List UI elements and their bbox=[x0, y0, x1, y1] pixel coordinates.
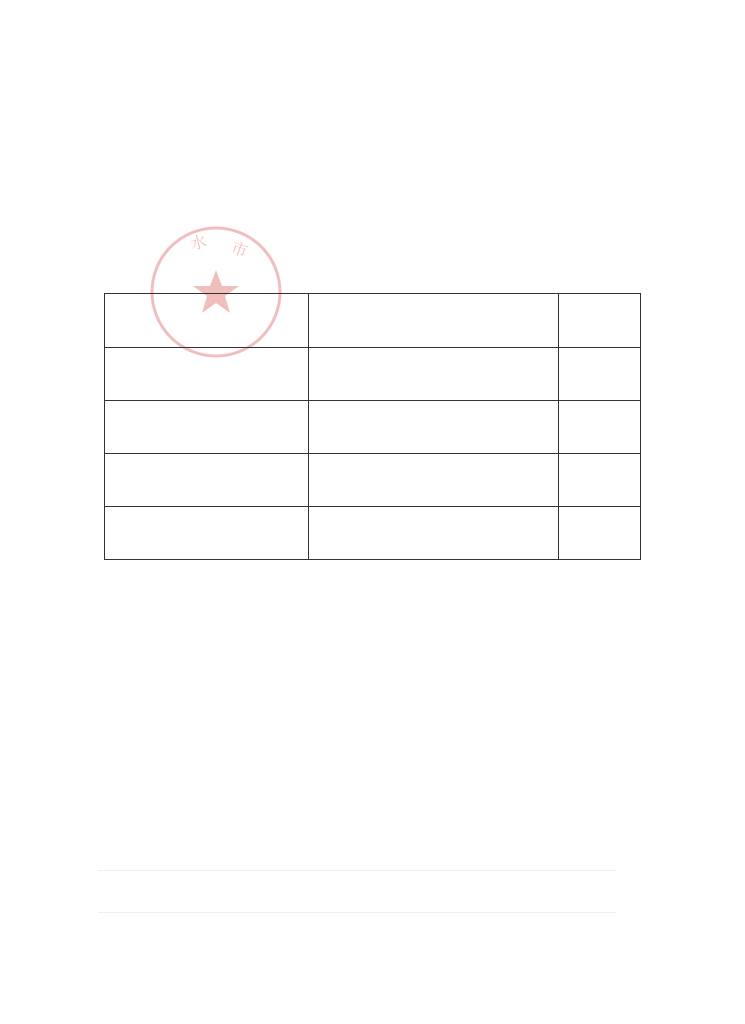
cell-contact-person bbox=[309, 401, 559, 454]
table-row bbox=[105, 507, 641, 560]
cell-remarks bbox=[559, 454, 641, 507]
cell-remarks bbox=[559, 348, 641, 401]
svg-text:水: 水 bbox=[188, 231, 209, 254]
cell-email bbox=[309, 507, 559, 560]
cell-remarks bbox=[559, 507, 641, 560]
contact-table bbox=[104, 293, 641, 560]
cell-empty bbox=[105, 507, 309, 560]
cell-department bbox=[309, 348, 559, 401]
header-remarks bbox=[559, 294, 641, 348]
table-header-row bbox=[105, 294, 641, 348]
header-leader bbox=[105, 294, 309, 348]
bleed-through-line bbox=[98, 870, 616, 871]
cell-telephone bbox=[309, 454, 559, 507]
table-row bbox=[105, 454, 641, 507]
header-department bbox=[309, 294, 559, 348]
cell-leader-name bbox=[105, 348, 309, 401]
bleed-through-line bbox=[98, 912, 616, 913]
table-row bbox=[105, 401, 641, 454]
cell-empty bbox=[105, 454, 309, 507]
cell-remarks bbox=[559, 401, 641, 454]
table-row bbox=[105, 348, 641, 401]
svg-text:市: 市 bbox=[228, 237, 251, 262]
cell-leader-phone bbox=[105, 401, 309, 454]
